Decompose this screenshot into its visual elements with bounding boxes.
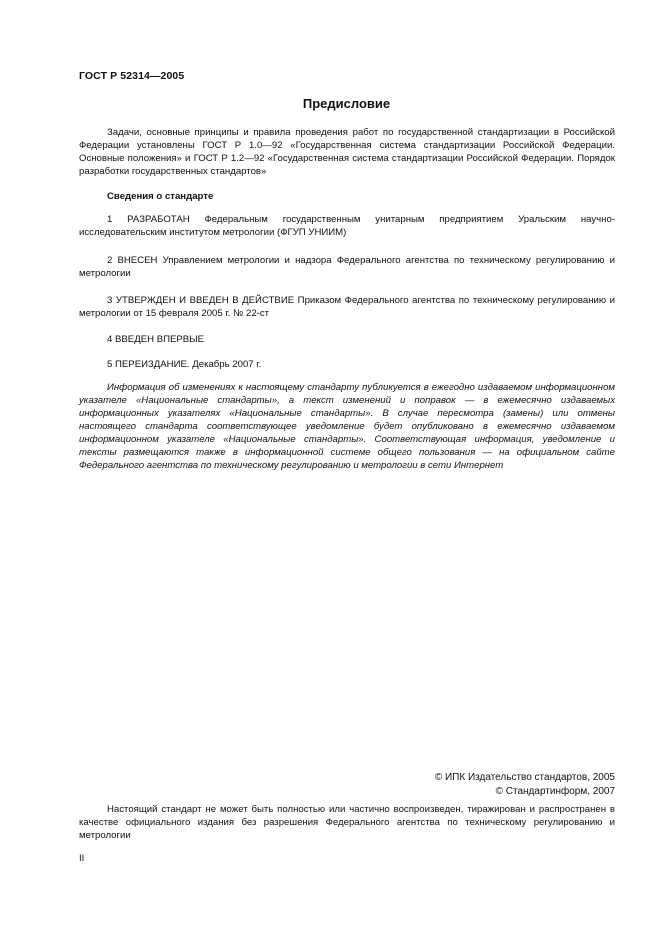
list-item: 3 УТВЕРЖДЕН И ВВЕДЕН В ДЕЙСТВИЕ Приказом Федерального агентства по техническому регулированию и метрологии от 15 февраля 2005 г. № 22-ст [79, 295, 615, 319]
document-code: ГОСТ Р 52314—2005 [79, 70, 185, 82]
list-item: 5 ПЕРЕИЗДАНИЕ. Декабрь 2007 г. [107, 359, 262, 370]
notice-paragraph: Информация об изменениях к настоящему стандарту публикуется в ежегодно издаваемом информационном указателе «Национальные стандарты», а текст изменений и поправок — в ежемесячно издаваемых информационных указателях «Национальные стандарты». В случае пересмотра (замены) или отмены настоящего стандарта соответствующее уведомление будет опубликовано в ежемесячно издаваемом информационном указателе «Национальные стандарты». Соответствующая информация, уведомление и тексты размещаются также в информационной системе общего пользования — на официальном сайте Федерального агентства по техническому регулированию и метрологии в сети Интернет [79, 382, 615, 471]
intro-paragraph: Задачи, основные принципы и правила проведения работ по государственной стандартизации в Российской Федерации установлены ГОСТ Р 1.0—92 «Государственная система стандартизации Российской Федерации. Основные положения» и ГОСТ Р 1.2—92 «Государственная система стандартизации Российской Федерации. Порядок разработки государственных стандартов» [79, 127, 615, 177]
copyright-line-2: © Стандартинформ, 2007 [495, 786, 615, 797]
list-item: 2 ВНЕСЕН Управлением метрологии и надзора Федерального агентства по техническому регулированию и метрологии [79, 255, 615, 279]
section-heading: Сведения о стандарте [107, 191, 214, 202]
copyright-line-1: © ИПК Издательство стандартов, 2005 [434, 772, 615, 783]
list-item: 1 РАЗРАБОТАН Федеральным государственным унитарным предприятием Уральским научно-исследовательским институтом метрологии (ФГУП УНИИМ) [79, 214, 615, 238]
list-item: 4 ВВЕДЕН ВПЕРВЫЕ [107, 334, 205, 345]
page-number: II [79, 853, 85, 864]
legal-paragraph: Настоящий стандарт не может быть полностью или частично воспроизведен, тиражирован и распространен в качестве официального издания без разрешения Федерального агентства по техническому регулированию и метрологии [79, 804, 615, 841]
page-title: Предисловие [302, 96, 391, 111]
